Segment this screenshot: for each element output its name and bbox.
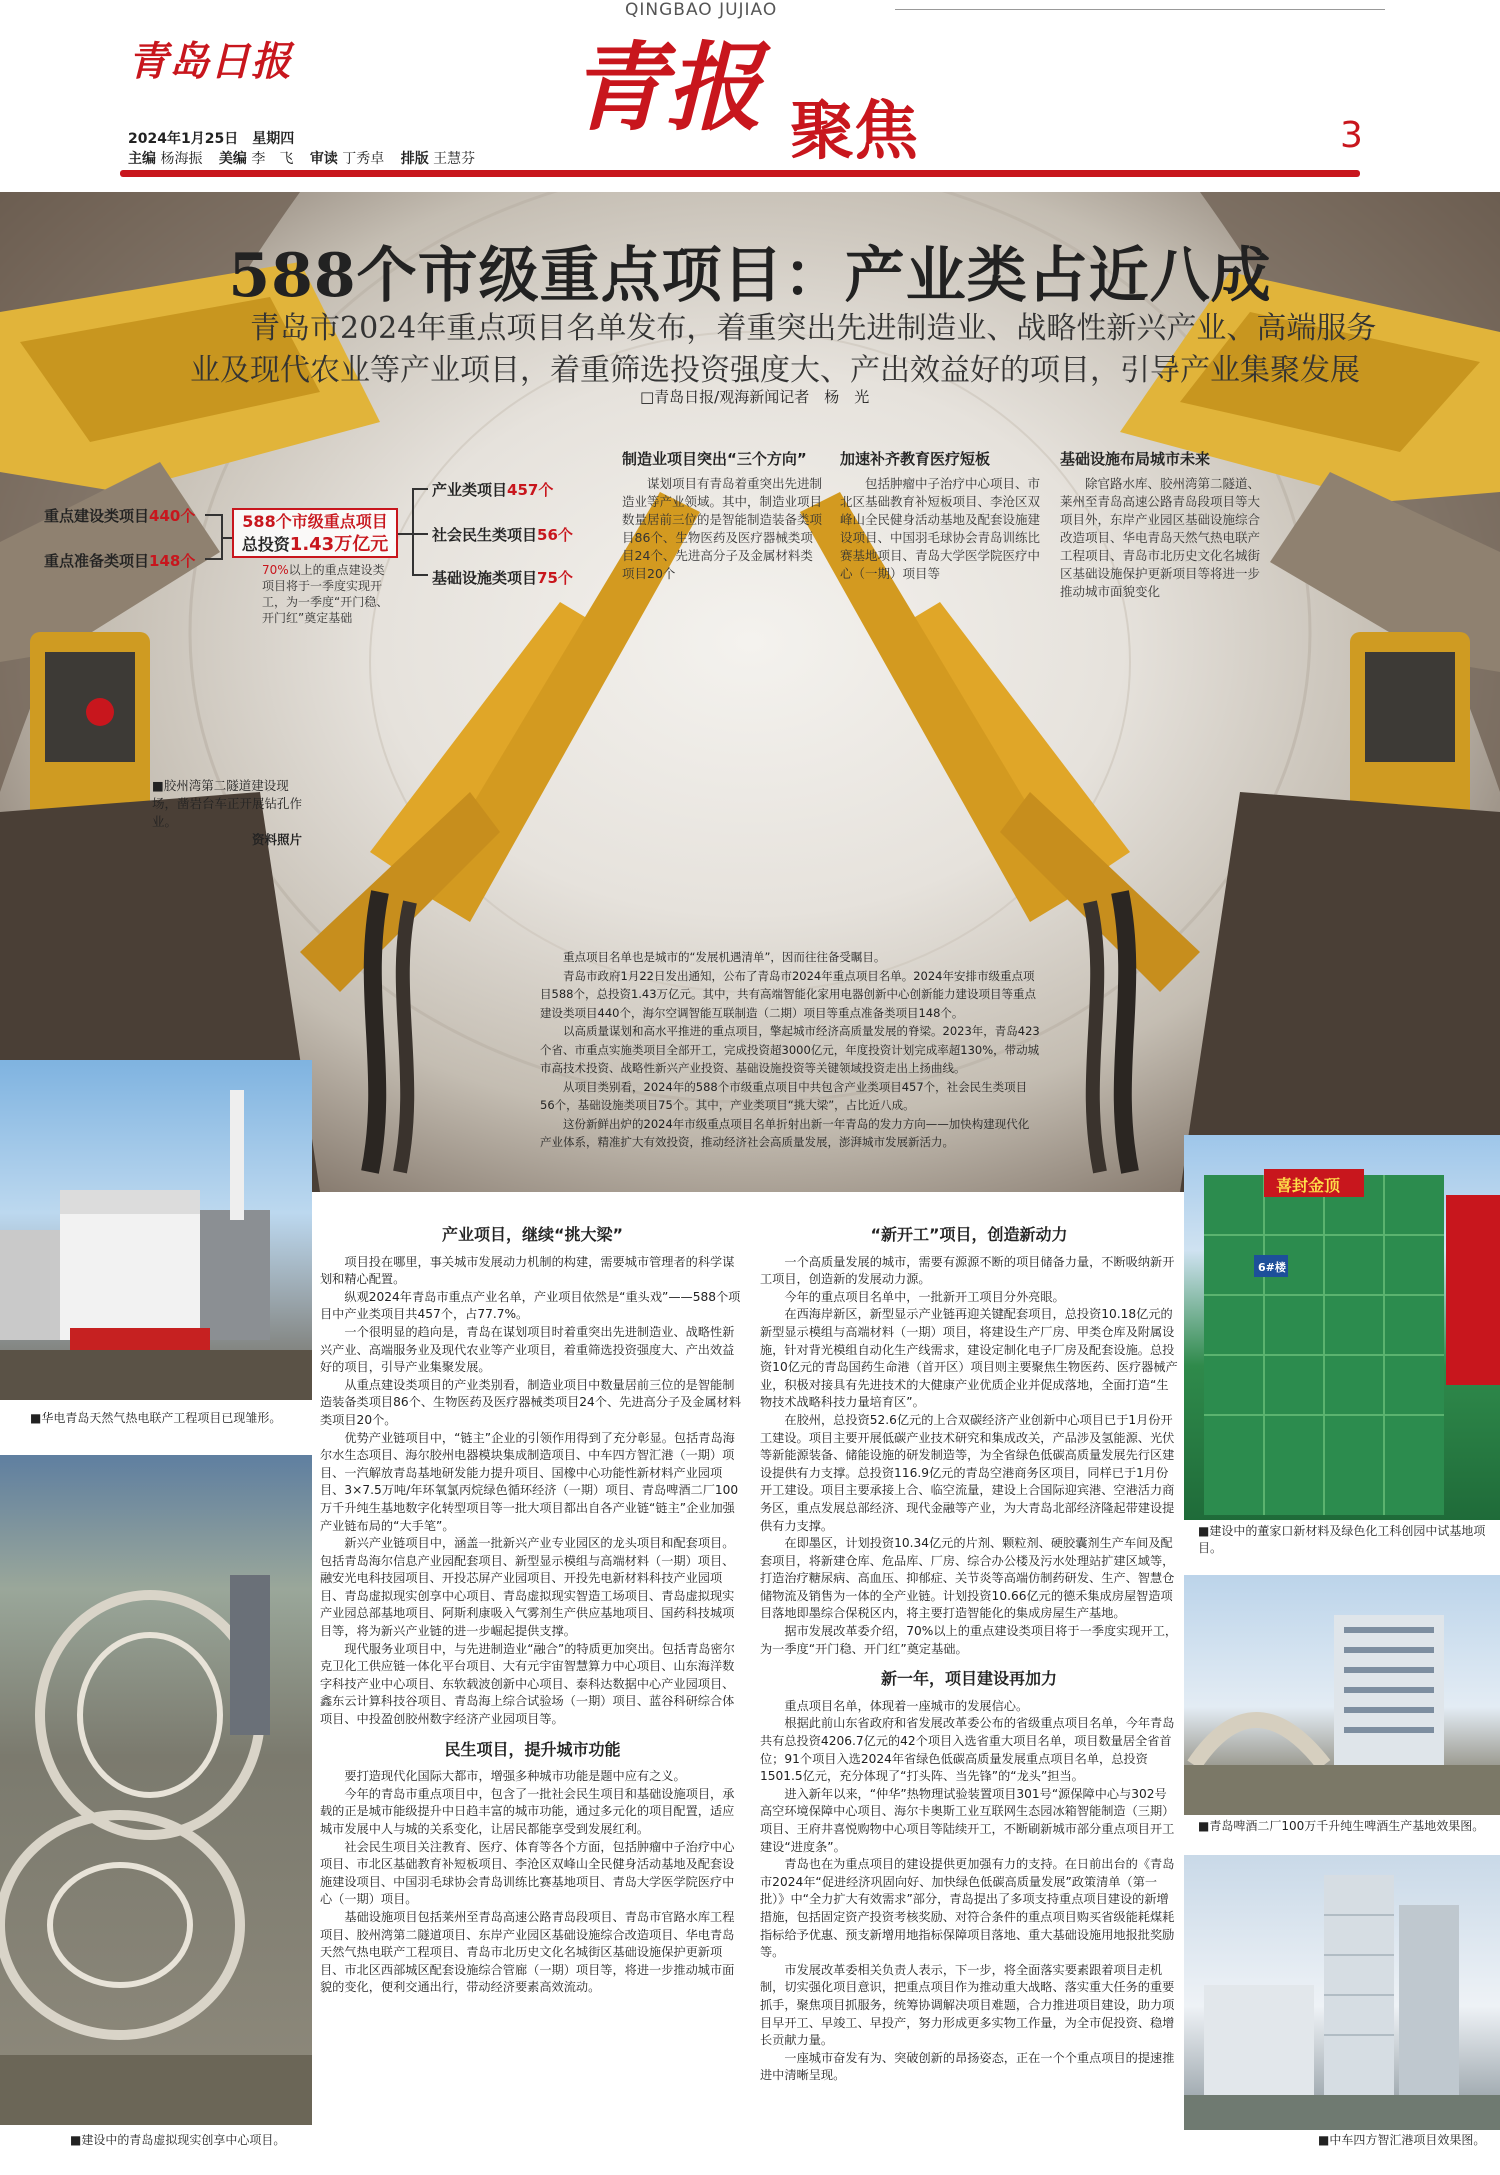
hero-column-text: 包括肿瘤中子治疗中心项目、市北区基础教育补短板项目、李沧区双峰山全民健身活动基地及配套设施建设项目、中国羽毛球协会青岛训练比赛基地项目、青岛大学医学院医疗中心（一期）项目等 — [840, 476, 1041, 581]
brewery-illustration — [1184, 1575, 1500, 1815]
body-paragraph: 一座城市奋发有为、突破创新的昂扬姿态，正在一个个重点项目的提速推进中清晰呈现。 — [760, 2050, 1175, 2083]
section-heading: “新开工”项目，创造新动力 — [870, 1225, 1068, 1244]
page-headline: 588个市级重点项目：产业类占近八成 — [228, 241, 1272, 311]
photo-caption: ■建设中的青岛虚拟现实创享中心项目。 — [70, 2133, 286, 2147]
diagram-right-item: 社会民生类项目56个 — [432, 526, 573, 544]
byline: □青岛日报/观海新闻记者 杨 光 — [640, 388, 870, 406]
body-paragraph: 基础设施项目包括莱州至青岛高速公路青岛段项目、青岛市官路水库工程项目、胶州湾第二隧道项目、东岸产业园区基础设施综合改造项目、华电青岛天然气热电联产工程项目、青岛市北历史文化名城街区基础设施保护更新项目、市北区西部城区配套设施综合管廊（一期）项目等，将进一步推动城市面貌的变化，便利交通出行，带动经济要素高效流动。 — [320, 1909, 735, 1995]
diagram-left-item: 重点建设类项目440个 — [44, 507, 196, 525]
section-heading: 民生项目，提升城市功能 — [444, 1739, 621, 1759]
vr-center-illustration — [0, 1455, 312, 2125]
hero-column-manufacturing — [622, 448, 822, 583]
right-bracket — [412, 488, 428, 576]
body-paragraph: 在西海岸新区，新型显示产业链再迎关键配套项目，总投资10.18亿元的新型显示模组与高端材料（一期）项目，将建设生产厂房、甲类仓库及附属设施，针对背光模组自动化生产线需求，建设定制化电子厂房及配套设施。总投资10亿元的青岛国药生命港（首开区）项目则主要聚焦生物医药、医疗器械产业，积极对接具有先进技术的大健康产业优质企业并促成落地，全面打造“生物技术战略科技力量培育区”。 — [760, 1307, 1178, 1410]
intro-paragraph: 重点项目名单也是城市的“发展机遇清单”，因而往往备受瞩目。 — [563, 950, 886, 964]
section-title: 聚焦 — [790, 94, 918, 169]
photo-caption: ■青岛啤酒二厂100万千升纯生啤酒生产基地效果图。 — [1198, 1819, 1485, 1833]
masthead-rule — [120, 170, 1360, 177]
body-paragraph: 一个很明显的趋向是，青岛在谋划项目时着重突出先进制造业、战略性新兴产业、高端服务业及现代农业等产业项目，着重筛选投资强度大、产出效益好的项目，引导产业集聚发展。 — [320, 1324, 735, 1375]
construction-site-illustration — [1184, 1135, 1500, 1520]
photo-caption: ■华电青岛天然气热电联产工程项目已现雏形。 — [30, 1411, 282, 1425]
hero-column-education — [840, 448, 1040, 583]
photo-caption: ■中车四方智汇港项目效果图。 — [1318, 2133, 1486, 2147]
diagram-right-item: 产业类项目457个 — [432, 481, 554, 499]
hero-column-text: 除官路水库、胶州湾第二隧道、莱州至青岛高速公路青岛段项目等大项目外，东岸产业园区基础设施综合改造项目、华电青岛天然气热电联产工程项目、青岛市北历史文化名城街区基础设施保护更新项目等将进一步推动城市面貌变化 — [1060, 476, 1261, 599]
body-paragraph: 一个高质量发展的城市，需要有源源不断的项目储备力量，不断吸纳新开工项目，创造新的发展动力源。 — [760, 1254, 1175, 1287]
body-paragraph: 根据此前山东省政府和省发展改革委公布的省级重点项目名单，今年青岛共有总投资4206.7亿元的42个项目入选省重大项目名单，项目数量居全省首位；91个项目入选2024年省绿色低碳高质量发展重点项目名单，总投资1501.5亿元，充分体现了“打头阵、当先锋”的“龙头”担当。 — [760, 1716, 1175, 1784]
crrc-hub-illustration — [1184, 1855, 1500, 2130]
body-paragraph: 项目投在哪里，事关城市发展动力机制的构建，需要城市管理者的科学谋划和精心配置。 — [320, 1254, 735, 1287]
body-paragraph: 重点项目名单，体现着一座城市的发展信心。 — [784, 1698, 1029, 1713]
power-plant-illustration — [0, 1060, 312, 1400]
date-line: 2024年1月25日 星期四 — [128, 131, 295, 147]
right-connector — [398, 533, 412, 535]
body-paragraph: 在胶州，总投资52.6亿元的上合双碳经济产业创新中心项目已于1月份开工建设。项目主要开展低碳产业技术研究和集成改关，产品涉及氢能源、光伏等新能源装备、储能设施的研发制造等，为全省绿色低碳高质量发展先行区建设提供有力支撑。总投资116.9亿元的青岛空港商务区项目，同样已于1月份开工建设。项目主要承接上合、临空流量，建设上合国际迎宾港、空港活力商务区，重点发展总部经济、现代金融等产业，为大青岛北部经济隆起带建设提供有力支撑。 — [760, 1412, 1175, 1533]
total-summary-box: 588个市级重点项目 总投资1.43万亿元 — [232, 508, 398, 558]
right-bracket-middle — [412, 533, 428, 535]
body-paragraph: 今年的青岛市重点项目中，包含了一批社会民生项目和基础设施项目，承载的正是城市能级提升中日趋丰富的城市功能，通过多元化的项目配置，适应城市发展中人与城的关系变化，让居民都能享受到发展红利。 — [320, 1786, 735, 1836]
intro-paragraph: 以高质量谋划和高水平推进的重点项目，擎起城市经济高质量发展的脊梁。2023年，青岛423个省、市重点实施类项目全部开工，完成投资超3000亿元，年度投资计划完成率超130%，带动城市高技术投资、战略性新兴产业投资、基础设施投资等关键领域投资走出上扬曲线。 — [540, 1024, 1040, 1075]
staff-line — [128, 148, 487, 168]
top-rule — [895, 9, 1385, 10]
body-paragraph: 现代服务业项目中，与先进制造业“融合”的特质更加突出。包括青岛密尔克卫化工供应链一体化平台项目、大有元宇宙智慧算力中心项目、山东海洋数字科技产业中心项目、东软载波创新中心项目、泰科达数据中心产业园项目、鑫东云计算科技谷项目、青岛海上综合试验场（一期）项目、蓝谷科研综合体项目、中投盈创胶州数字经济产业园项目等。 — [320, 1641, 735, 1727]
body-paragraph: 从重点建设类项目的产业类别看，制造业项目中数量居前三位的是智能制造装备类项目86个、生物医药及医疗器械类项目24个、先进高分子及金属材料类项目20个。 — [320, 1377, 742, 1427]
body-paragraph: 新兴产业链项目中，涵盖一批新兴产业专业园区的龙头项目和配套项目。包括青岛海尔信息产业园配套项目、新型显示模组与高端材料（一期）项目、融安光电科技园项目、开投芯屏产业园项目、开投先电新材料科技产业园项目、青岛虚拟现实创享中心项目、青岛虚拟现实智造工场项目、青岛虚拟现实产业园总部基地项目、阿斯利康吸入气雾剂生产供应基地项目、国药科技城项目等，将为新兴产业链的进一步崛起提供支撑。 — [320, 1536, 735, 1639]
section-heading: 新一年，项目建设再加力 — [880, 1669, 1057, 1689]
intro-text — [540, 948, 1040, 1152]
hero-photo-caption: ■胶州湾第二隧道建设现场，凿岩台车正开展钻孔作业。 资料照片 — [152, 778, 303, 847]
building-number-tag: 6#楼 — [1258, 1261, 1286, 1274]
body-paragraph: 要打造现代化国际大都市，增强多种城市功能是题中应有之义。 — [344, 1769, 686, 1784]
staff-entry: 主编 杨海振 — [128, 151, 203, 167]
construction-site-photo — [1184, 1135, 1500, 1520]
staff-entry: 审读 丁秀卓 — [309, 151, 385, 167]
intro-paragraph: 这份新鲜出炉的2024年市级重点项目名单折射出新一年青岛的发力方向——加快构建现代化产业体系，精准扩大有效投资，推动经济社会高质量发展，澎湃城市发展新活力。 — [540, 1116, 1030, 1149]
diagram-left-item: 重点准备类项目148个 — [44, 552, 196, 570]
body-paragraph: 在即墨区，计划投资10.34亿元的片剂、颗粒剂、硬胶囊剂生产车间及配套项目，将新建仓库、危品库、厂房、综合办公楼及污水处理站扩建区域等，打造治疗糖尿病、高血压、抑郁症、关节炎等高端仿制药研发、生产、智慧仓储物流及销售为一体的全产业链。计划投资10.66亿元的德禾集成房屋智造项目落地即墨综合保税区内，将主要打造智能化的集成房屋生产基地。 — [760, 1536, 1175, 1621]
total-summary-note: 70%以上的重点建设类项目将于一季度实现开工，为一季度“开门稳、开门红”奠定基础 — [262, 563, 389, 625]
body-paragraph: 纵观2024年青岛市重点产业名单，产业项目依然是“重头戏”——588个项目中产业类项目共457个，占77.7%。 — [320, 1289, 741, 1322]
section-heading: 产业项目，继续“挑大梁” — [441, 1225, 624, 1244]
hero-column-text: 谋划项目有青岛着重突出先进制造业等产业领域。其中，制造业项目数量居前三位的是智能制造装备类项目86个、生物医药及医疗器械类项目24个、先进高分子及金属材料类项目20个 — [622, 476, 823, 581]
intro-paragraph: 青岛市政府1月22日发出通知，公布了青岛市2024年重点项目名单。2024年安排市级重点项目588个，总投资1.43万亿元。其中，共有高端智能化家用电器创新中心创新能力建设项目等重点建设类项目440个，海尔空调智能互联制造（二期）项目等重点准备类项目148个。 — [540, 968, 1037, 1020]
body-paragraph: 进入新年以来，“仲华”热物理试验装置项目301号“源保障中心与302号高空环境保障中心项目、海尔卡奥斯工业互联网生态园冰箱智能制造（三期）项目、王府井喜悦购物中心项目等陆续开工，不断刷新城市部分重点项目开工建设“进度条”。 — [760, 1786, 1175, 1854]
diagram-right-item: 基础设施类项目75个 — [432, 569, 573, 587]
staff-entry: 美编 李 飞 — [218, 151, 294, 167]
intro-paragraph: 从项目类别看，2024年的588个市级重点项目中共包含产业类项目457个，社会民生类项目56个，基础设施类项目75个。其中，产业类项目“挑大梁”，占比近八成。 — [540, 1079, 1028, 1112]
pinyin-section-name: QINGBAO JUJIAO — [625, 0, 778, 20]
body-paragraph: 青岛也在为重点项目的建设提供更加强有力的支持。在日前出台的《青岛市2024年“促进经济巩固向好、加快绿色低碳高质量发展”政策清单（第一批）》中“全力扩大有效需求”部分，青岛提出了多项支持重点项目建设的新增措施，包括固定资产投资考核奖励、对符合条件的重点项目购买省级能耗煤耗指标给予优惠、预支新增用地指标保障项目落地、重大基础设施用地报批奖励等。 — [760, 1857, 1175, 1960]
article-column-right — [760, 1222, 1178, 2085]
article-column-left — [320, 1222, 745, 1997]
top-strip — [625, 0, 1385, 20]
topping-out-banner: 喜封金顶 — [1276, 1176, 1341, 1195]
headline-deck: 青岛市2024年重点项目名单发布，着重突出先进制造业、战略性新兴产业、高端服务业及现代农业等产业项目，着重筛选投资强度大、产出效益好的项目，引导产业集聚发展 — [190, 311, 1377, 388]
newspaper-logo: 青岛日报 — [128, 38, 292, 85]
hero-column-infrastructure — [1060, 448, 1270, 601]
staff-entry: 排版 王慧芬 — [400, 151, 476, 167]
crrc-hub-rendering — [1184, 1855, 1500, 2130]
hero-column-title: 加速补齐教育医疗短板 — [840, 450, 991, 468]
page-number: 3 — [1340, 115, 1363, 156]
body-paragraph: 据市发展改革委介绍，70%以上的重点建设类项目将于一季度实现开工，为一季度“开门稳、开门红”奠定基础。 — [760, 1624, 1178, 1656]
vr-center-aerial-photo — [0, 1455, 312, 2125]
photo-caption: ■建设中的董家口新材料及绿色化工科创园中试基地项目。 — [1198, 1524, 1486, 1555]
section-logo: 青报 — [570, 31, 762, 144]
body-paragraph: 市发展改革委相关负责人表示，下一步，将全面落实要素跟着项目走机制，切实强化项目意识，把重点项目作为推动重大战略、落实重大任务的重要抓手，聚焦项目抓服务，统筹协调解决项目难题，合力推进项目建设，助力项目早开工、早竣工、早投产，努力形成更多实物工作量，为全市促投资、稳增长贡献力量。 — [760, 1962, 1175, 2048]
hero-column-title: 制造业项目突出“三个方向” — [622, 450, 807, 468]
hero-column-title: 基础设施布局城市未来 — [1060, 450, 1211, 468]
body-paragraph: 社会民生项目关注教育、医疗、体育等各个方面，包括肿瘤中子治疗中心项目、市北区基础教育补短板项目、李沧区双峰山全民健身活动基地及配套设施建设项目、中国羽毛球协会青岛训练比赛基地项目、青岛大学医学院医疗中心（一期）项目。 — [320, 1839, 735, 1907]
body-paragraph: 优势产业链项目中，“链主”企业的引领作用得到了充分彰显。包括青岛海尔水生态项目、海尔胶州电器模块集成制造项目、中车四方智汇港（一期）项目、一汽解放青岛基地研发能力提升项目、国橡中心功能性新材料产业园项目、3×7.5万吨/年环氧氯丙烷绿色循环经济（一期）项目、青岛啤酒二厂100万千升纯生基地数字化转型项目等一批大项目都出自各产业链“链主”企业加强产业链布局的“大手笔”。 — [320, 1430, 739, 1533]
body-paragraph: 今年的重点项目名单中，一批新开工项目分外亮眼。 — [784, 1289, 1065, 1304]
left-bracket — [205, 514, 223, 560]
brewery-rendering — [1184, 1575, 1500, 1815]
power-plant-photo — [0, 1060, 312, 1400]
